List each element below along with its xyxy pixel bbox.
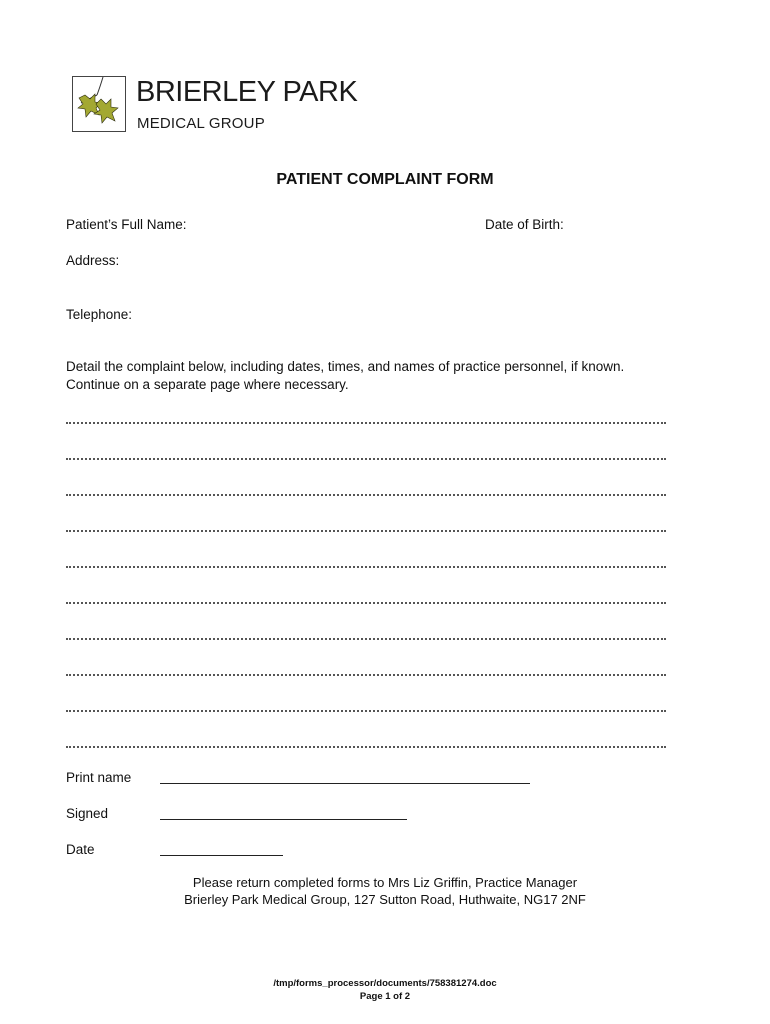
dob-label: Date of Birth: <box>485 217 564 232</box>
complaint-instructions <box>66 358 706 394</box>
logo-name: BRIERLEY PARK <box>136 76 358 108</box>
complaint-line[interactable] <box>66 566 666 570</box>
return-line: Please return completed forms to Mrs Liz Griffin, Practice Manager <box>192 875 578 890</box>
date-label: Date <box>66 842 95 857</box>
leaf-icon <box>73 77 125 131</box>
signed-line[interactable] <box>160 819 407 820</box>
signed-label: Signed <box>66 806 109 821</box>
complaint-line[interactable] <box>66 710 666 714</box>
complaint-line[interactable] <box>66 458 666 462</box>
print-name-label: Print name <box>66 770 132 785</box>
date-line[interactable] <box>160 855 283 856</box>
full-name-label: Patient’s Full Name: <box>66 217 187 232</box>
instruction-line: Continue on a separate page where necessary. <box>66 377 349 392</box>
print-name-line[interactable] <box>160 783 530 784</box>
complaint-line[interactable] <box>66 494 666 498</box>
instruction-line: Detail the complaint below, including dates, times, and names of practice personnel, if known. <box>66 359 625 374</box>
address-label: Address: <box>66 253 120 268</box>
document-meta <box>0 977 770 1003</box>
telephone-label: Telephone: <box>66 307 133 322</box>
return-address: Brierley Park Medical Group, 127 Sutton Road, Huthwaite, NG17 2NF <box>184 892 586 907</box>
complaint-line[interactable] <box>66 674 666 678</box>
logo-mark <box>72 76 126 132</box>
complaint-line[interactable] <box>66 746 666 750</box>
complaint-line[interactable] <box>66 602 666 606</box>
document-path: /tmp/forms_processor/documents/758381274.doc <box>273 978 497 989</box>
complaint-line[interactable] <box>66 422 666 426</box>
form-title: PATIENT COMPLAINT FORM <box>276 171 494 188</box>
page-number: Page 1 of 2 <box>359 991 411 1002</box>
logo-subtitle: MEDICAL GROUP <box>137 115 265 132</box>
complaint-line[interactable] <box>66 530 666 534</box>
complaint-line[interactable] <box>66 638 666 642</box>
return-instructions <box>0 874 770 908</box>
